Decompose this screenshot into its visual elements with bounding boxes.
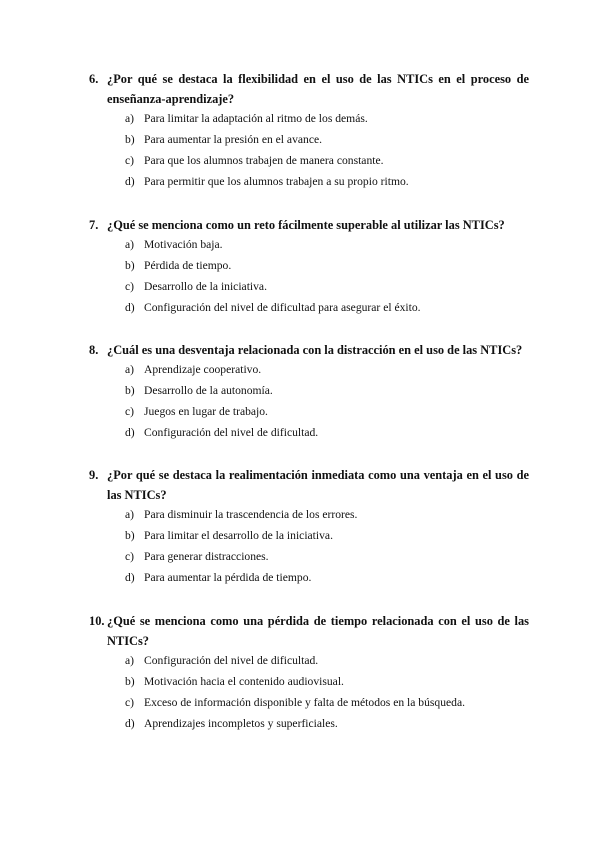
option-letter: b) (125, 133, 135, 146)
question-text: ¿Cuál es una desventaja relacionada con la distracción en el uso de las NTICs? (107, 343, 523, 357)
question-number: 9. (89, 468, 99, 482)
question-number: 10. (89, 614, 105, 628)
option-text: Pérdida de tiempo. (144, 259, 232, 272)
option-text: Para aumentar la pérdida de tiempo. (144, 571, 312, 584)
option-letter: d) (125, 301, 135, 314)
option-text: Para generar distracciones. (144, 550, 269, 563)
option-c (89, 550, 529, 564)
option-letter: c) (125, 280, 135, 293)
option-text: Para aumentar la presión en el avance. (144, 133, 323, 146)
option-text: Configuración del nivel de dificultad. (144, 426, 319, 439)
question-header (89, 215, 529, 235)
option-text: Motivación hacia el contenido audiovisual. (144, 675, 344, 688)
question-6 (89, 69, 529, 196)
option-b (89, 384, 529, 398)
option-letter: a) (125, 112, 135, 125)
question-text: ¿Por qué se destaca la flexibilidad en el uso de las NTICs en el proceso de enseñanza-aprendizaje? (107, 72, 529, 106)
question-number: 8. (89, 343, 99, 357)
option-b (89, 133, 529, 147)
option-list (89, 363, 529, 440)
option-letter: b) (125, 259, 135, 272)
option-letter: b) (125, 529, 135, 542)
question-number: 7. (89, 218, 99, 232)
option-d (89, 426, 529, 440)
question-header (89, 611, 529, 651)
option-c (89, 154, 529, 168)
option-list (89, 508, 529, 585)
option-a (89, 238, 529, 252)
option-letter: c) (125, 550, 135, 563)
option-letter: c) (125, 405, 135, 418)
option-c (89, 280, 529, 294)
question-number: 6. (89, 72, 99, 86)
option-letter: d) (125, 175, 135, 188)
question-text: ¿Por qué se destaca la realimentación inmediata como una ventaja en el uso de las NTICs? (107, 468, 529, 502)
option-text: Para que los alumnos trabajen de manera constante. (144, 154, 384, 167)
option-text: Juegos en lugar de trabajo. (144, 405, 268, 418)
option-text: Para limitar la adaptación al ritmo de los demás. (144, 112, 368, 125)
option-text: Configuración del nivel de dificultad. (144, 654, 319, 667)
option-letter: c) (125, 696, 135, 709)
option-text: Configuración del nivel de dificultad para asegurar el éxito. (144, 301, 421, 314)
option-d (89, 717, 529, 731)
option-letter: a) (125, 654, 135, 667)
option-text: Desarrollo de la iniciativa. (144, 280, 267, 293)
option-text: Aprendizaje cooperativo. (144, 363, 262, 376)
question-9 (89, 465, 529, 592)
option-b (89, 675, 529, 689)
option-list (89, 112, 529, 189)
question-text: ¿Qué se menciona como un reto fácilmente superable al utilizar las NTICs? (107, 218, 505, 232)
option-c (89, 405, 529, 419)
option-letter: b) (125, 675, 135, 688)
option-a (89, 654, 529, 668)
option-d (89, 571, 529, 585)
question-header (89, 465, 529, 505)
option-letter: a) (125, 508, 135, 521)
option-letter: a) (125, 238, 135, 251)
option-d (89, 175, 529, 189)
question-7 (89, 215, 529, 322)
option-text: Para disminuir la trascendencia de los errores. (144, 508, 358, 521)
option-list (89, 654, 529, 731)
option-text: Para limitar el desarrollo de la iniciativa. (144, 529, 333, 542)
option-letter: d) (125, 571, 135, 584)
option-text: Para permitir que los alumnos trabajen a su propio ritmo. (144, 175, 409, 188)
question-text: ¿Qué se menciona como una pérdida de tiempo relacionada con el uso de las NTICs? (107, 614, 529, 648)
option-c (89, 696, 529, 710)
option-a (89, 508, 529, 522)
option-d (89, 301, 529, 315)
option-b (89, 259, 529, 273)
option-text: Exceso de información disponible y falta de métodos en la búsqueda. (144, 696, 465, 709)
option-a (89, 112, 529, 126)
option-text: Aprendizajes incompletos y superficiales. (144, 717, 338, 730)
question-10 (89, 611, 529, 738)
option-letter: d) (125, 717, 135, 730)
question-8 (89, 340, 529, 447)
option-letter: c) (125, 154, 135, 167)
option-text: Motivación baja. (144, 238, 223, 251)
option-text: Desarrollo de la autonomía. (144, 384, 273, 397)
option-letter: b) (125, 384, 135, 397)
question-header (89, 69, 529, 109)
question-header (89, 340, 529, 360)
option-letter: a) (125, 363, 135, 376)
option-letter: d) (125, 426, 135, 439)
option-a (89, 363, 529, 377)
option-b (89, 529, 529, 543)
option-list (89, 238, 529, 315)
